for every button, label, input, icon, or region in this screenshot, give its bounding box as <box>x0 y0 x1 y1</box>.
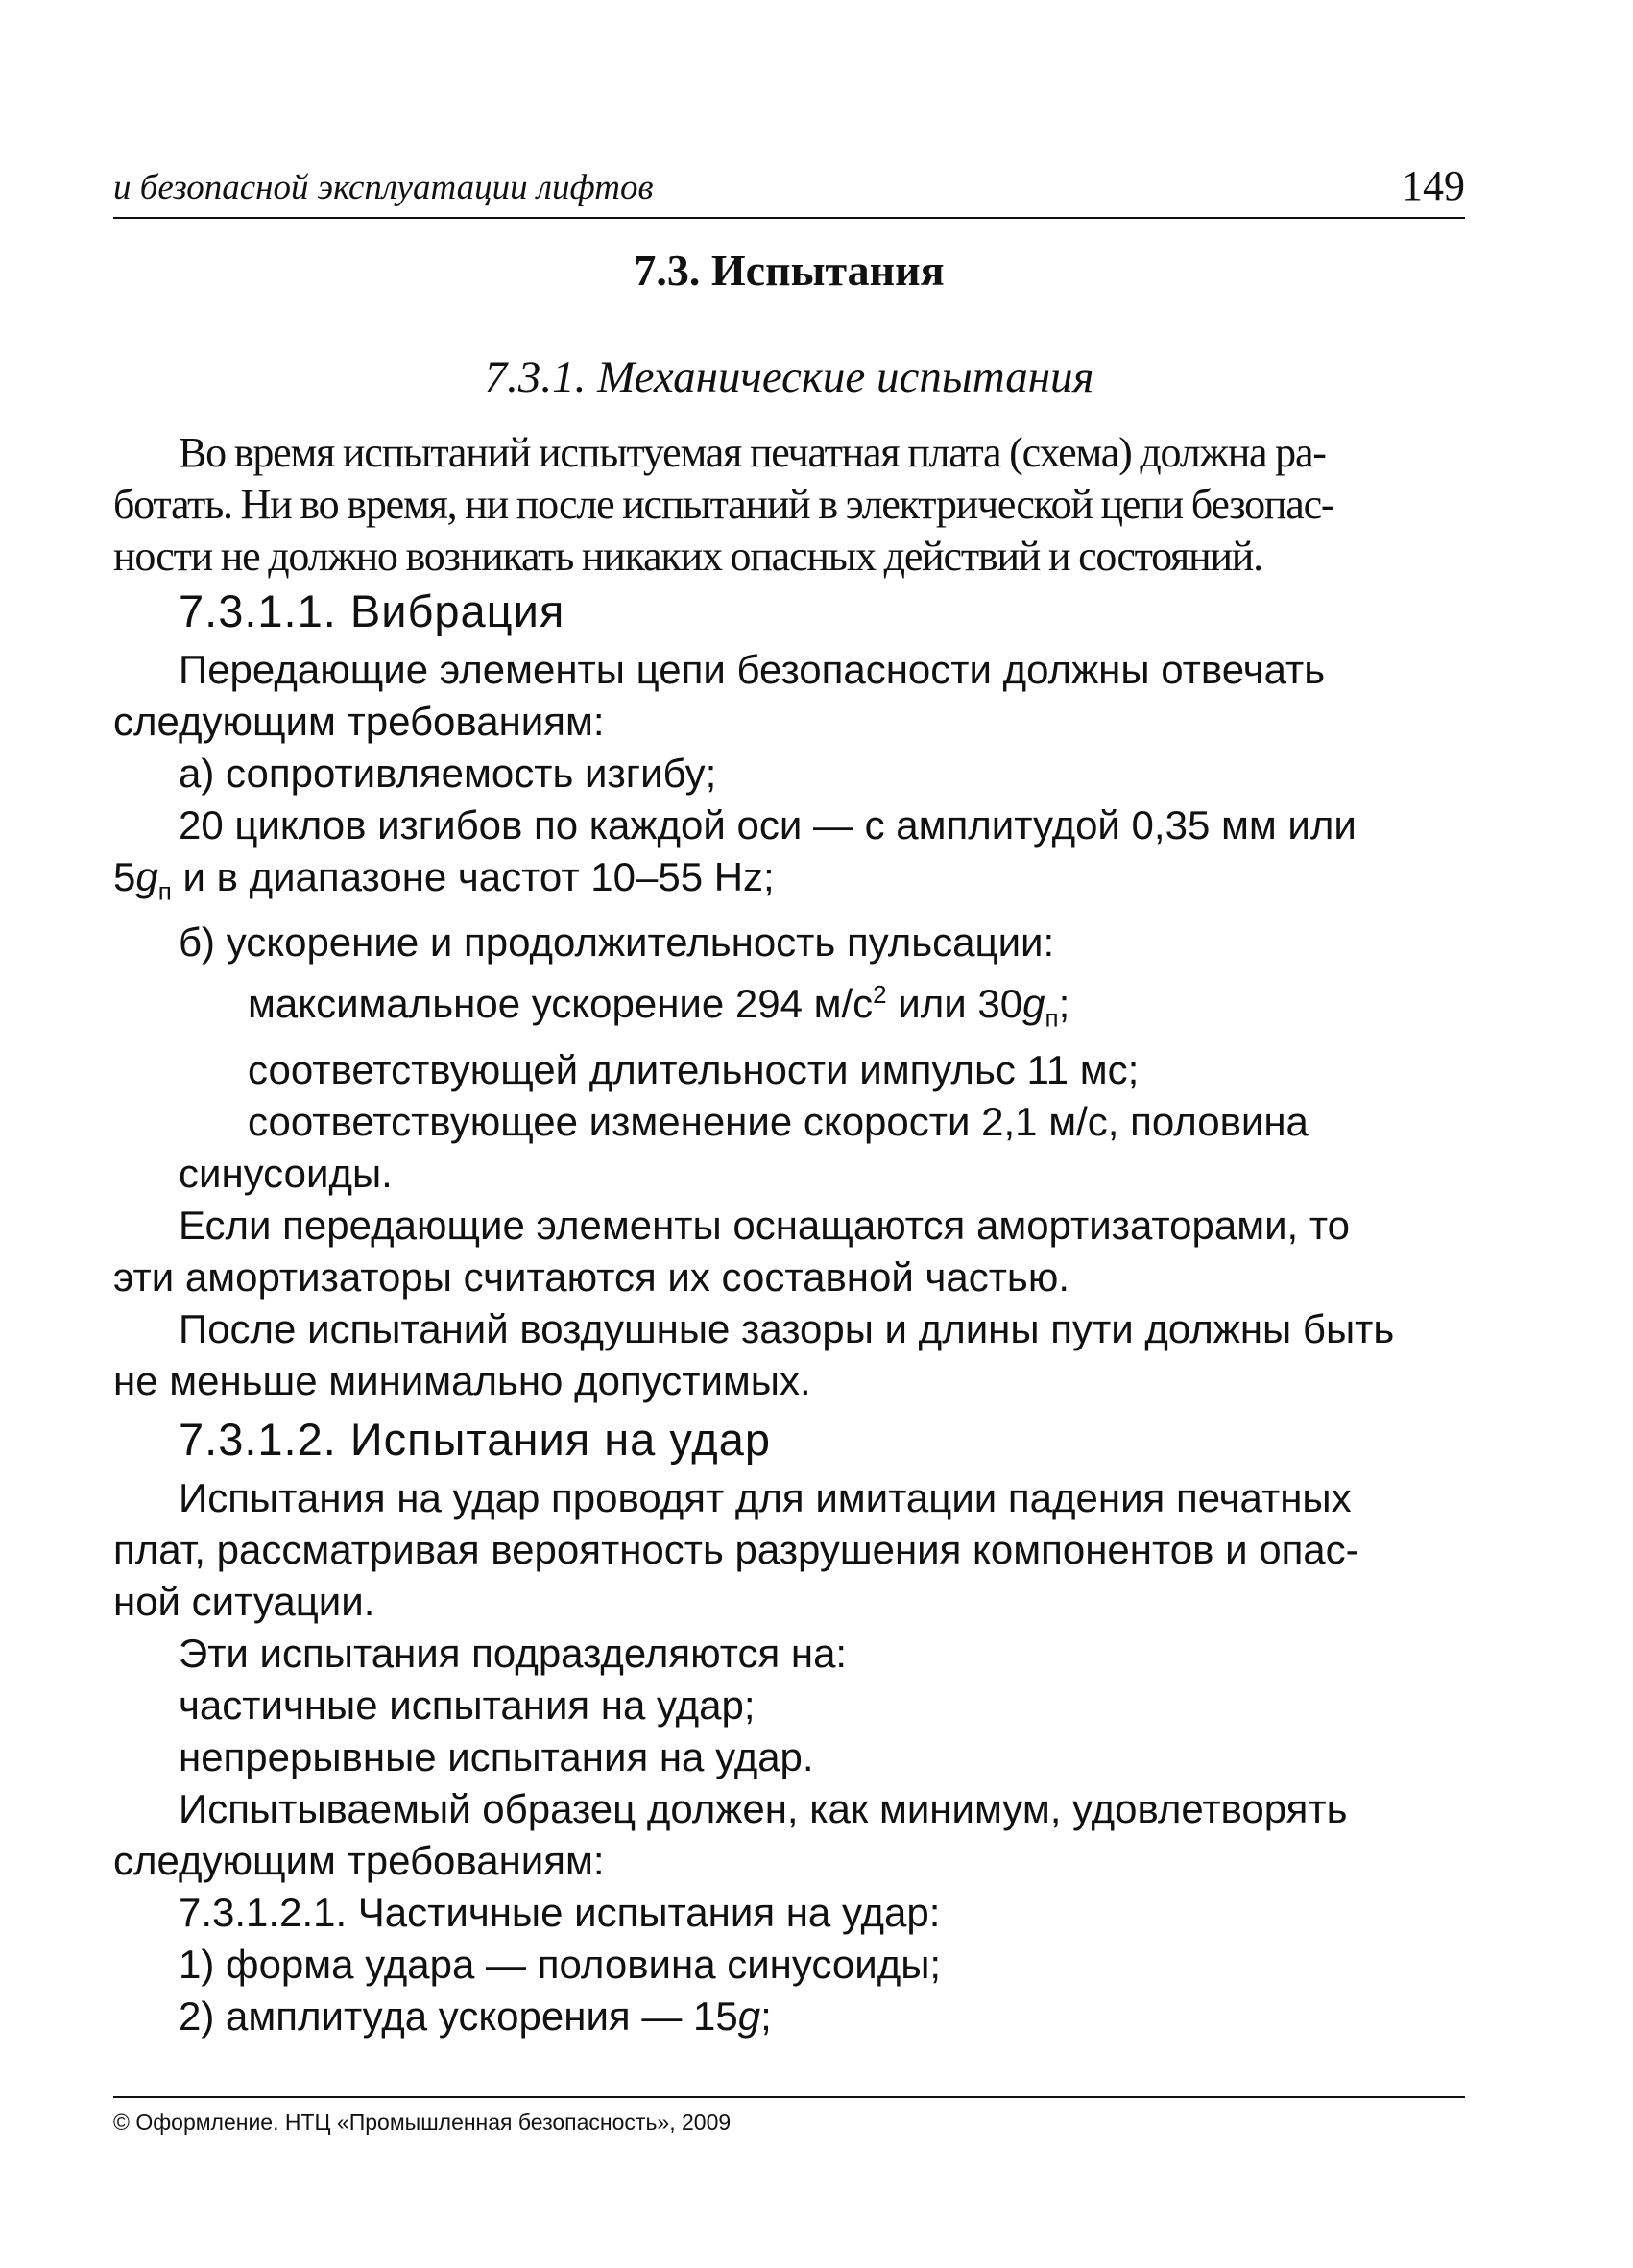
list-item-b-2: соответствующей длительности импульс 11 мс; <box>248 1046 1140 1092</box>
intro-line-1: Во время испытаний испытуемая печатная плата (схема) должна ра- <box>179 429 1326 476</box>
footer-rule <box>113 2096 1465 2098</box>
vibration-para-2-line-2: эти амортизаторы считаются их составной частью. <box>113 1253 1069 1300</box>
intro-line-2: ботать. Ни во время, ни после испытаний в электрической цепи безопас- <box>113 481 1334 528</box>
intro-line-3: ности не должно возникать никаких опасных действий и состояний. <box>113 533 1262 580</box>
body-text <box>113 427 1465 2042</box>
list-item-b: б) ускорение и продолжительность пульсации: <box>179 919 1055 966</box>
list-item-a-detail-line-2: $5g_п$ и в диапазоне частот 10–55 Hz; <box>113 854 775 906</box>
shock-para-3: частичные испытания на удар; <box>179 1682 756 1728</box>
footer-copyright: © Оформление. НТЦ «Промышленная безопасность», 2009 <box>113 2110 732 2135</box>
shock-para-5-line-2: следующим требованиям: <box>113 1837 605 1883</box>
list-item-b-1: максимальное ускорение 294 $м/с^2$ или $30g_п$; <box>248 980 1070 1033</box>
section-heading: 7.3. Испытания <box>634 246 945 295</box>
shock-para-4: непрерывные испытания на удар. <box>179 1733 814 1779</box>
shock-para-5-line-1: Испытываемый образец должен, как минимум, удовлетворять <box>179 1785 1348 1831</box>
shock-para-line-3: ной ситуации. <box>113 1578 375 1624</box>
shock-para-2: Эти испытания подразделяются на: <box>179 1630 848 1676</box>
vibration-para-3-line-2: не меньше минимально допустимых. <box>113 1357 811 1403</box>
vibration-para-3-line-1: После испытаний воздушные зазоры и длины пути должны быть <box>179 1305 1395 1351</box>
list-item-a: а) сопротивляемость изгибу; <box>179 751 717 796</box>
shock-item-1: 1) форма удара — половина синусоиды; <box>179 1941 942 1987</box>
shock-para-line-1: Испытания на удар проводят для имитации падения печатных <box>179 1474 1352 1520</box>
page-number: 149 <box>1402 162 1465 209</box>
running-header <box>113 161 1465 219</box>
list-item-b-3-line-1: соответствующее изменение скорости 2,1 м/с, половина <box>248 1098 1309 1144</box>
shock-subheading: 7.3.1.2.1. Частичные испытания на удар: <box>179 1889 941 1935</box>
list-item-b-3-line-2: синусоиды. <box>179 1150 393 1196</box>
header-rule <box>113 217 1465 219</box>
running-title: и безопасной эксплуатации лифтов <box>113 168 654 207</box>
list-item-a-detail-line-1: 20 циклов изгибов по каждой оси — с амплитудой 0,35 мм или <box>179 802 1357 848</box>
vibration-para-line-2: следующим требованиям: <box>113 699 605 744</box>
shock-item-2: 2) амплитуда ускорения — 15g; <box>179 1993 772 2039</box>
vibration-para-2-line-1: Если передающие элементы оснащаются амортизаторами, то <box>179 1202 1351 1248</box>
subsection-heading: 7.3.1. Механические испытания <box>484 352 1094 402</box>
vibration-heading: 7.3.1.1. Вибрация <box>179 585 565 636</box>
shock-heading: 7.3.1.2. Испытания на удар <box>179 1413 772 1465</box>
vibration-para-line-1: Передающие элементы цепи безопасности должны отвечать <box>179 647 1326 692</box>
shock-para-line-2: плат, рассматривая вероятность разрушения компонентов и опас- <box>113 1526 1359 1572</box>
